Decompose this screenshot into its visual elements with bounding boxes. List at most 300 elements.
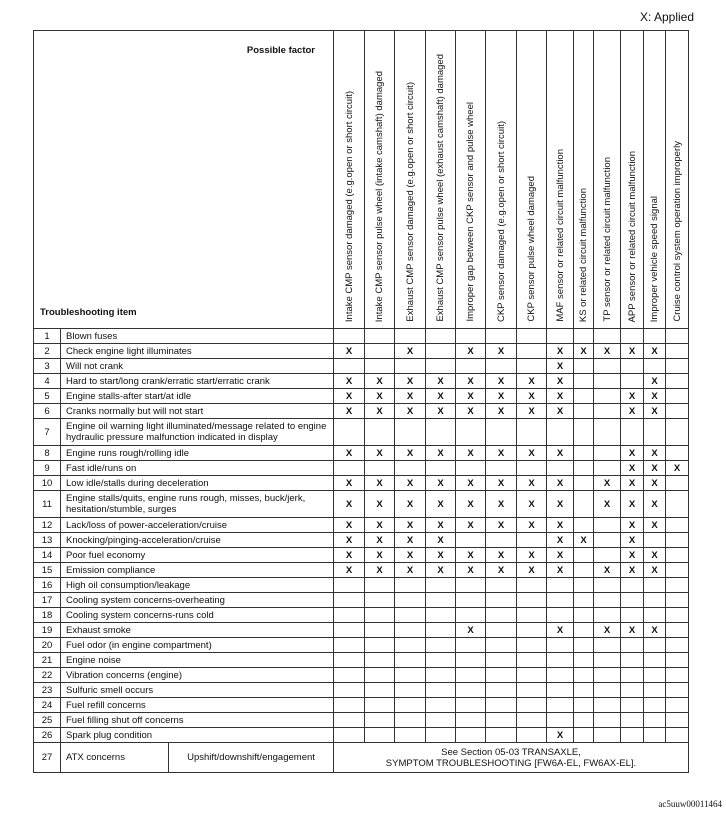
applied-mark: X — [345, 549, 353, 561]
mark-cell — [547, 653, 574, 668]
mark-cell — [334, 446, 365, 461]
factor-header — [621, 31, 644, 329]
row-number: 4 — [34, 374, 61, 389]
mark-cell — [574, 533, 594, 548]
applied-mark: X — [603, 624, 611, 636]
mark-cell — [426, 608, 456, 623]
mark-cell — [365, 404, 395, 419]
mark-cell — [666, 653, 689, 668]
applied-mark: X — [651, 498, 658, 510]
mark-cell — [621, 518, 644, 533]
applied-mark: X — [345, 564, 353, 576]
troubleshooting-item: Cooling system concerns-runs cold — [61, 608, 334, 623]
applied-mark: X — [406, 405, 414, 417]
mark-cell — [666, 728, 689, 743]
mark-cell — [621, 389, 644, 404]
applied-mark: X — [528, 498, 535, 510]
mark-cell — [456, 638, 486, 653]
mark-cell — [517, 668, 547, 683]
mark-cell — [644, 563, 666, 578]
mark-cell — [644, 713, 666, 728]
factor-header — [334, 31, 365, 329]
mark-cell — [666, 461, 689, 476]
mark-cell — [547, 728, 574, 743]
mark-cell — [365, 374, 395, 389]
mark-cell — [644, 476, 666, 491]
mark-cell — [486, 698, 517, 713]
troubleshooting-item: Low idle/stalls during deceleration — [61, 476, 334, 491]
troubleshooting-item: Fast idle/runs on — [61, 461, 334, 476]
mark-cell — [486, 359, 517, 374]
row-number: 10 — [34, 476, 61, 491]
applied-mark: X — [467, 498, 474, 510]
troubleshooting-item: Emission compliance — [61, 563, 334, 578]
row-number: 14 — [34, 548, 61, 563]
applied-mark: X — [651, 462, 658, 474]
mark-cell — [547, 461, 574, 476]
applied-mark: X — [651, 345, 658, 357]
applied-mark: X — [673, 462, 681, 474]
mark-cell — [594, 359, 621, 374]
troubleshooting-item: ATX concerns — [61, 743, 169, 773]
mark-cell — [395, 344, 426, 359]
applied-mark: X — [528, 549, 535, 561]
mark-cell — [456, 608, 486, 623]
mark-cell — [395, 533, 426, 548]
troubleshooting-item: Fuel refill concerns — [61, 698, 334, 713]
mark-cell — [395, 404, 426, 419]
table-row — [34, 329, 689, 344]
mark-cell — [621, 563, 644, 578]
mark-cell — [517, 461, 547, 476]
mark-cell — [426, 623, 456, 638]
mark-cell — [621, 713, 644, 728]
troubleshooting-item: Cranks normally but will not start — [61, 404, 334, 419]
mark-cell — [574, 563, 594, 578]
applied-mark: X — [556, 447, 564, 459]
applied-mark: X — [437, 534, 444, 546]
mark-cell — [574, 404, 594, 419]
factor-header — [547, 31, 574, 329]
mark-cell — [517, 491, 547, 518]
mark-cell — [426, 698, 456, 713]
mark-cell — [644, 461, 666, 476]
applied-mark: X — [345, 519, 353, 531]
mark-cell — [334, 389, 365, 404]
factor-label: Intake CMP sensor pulse wheel (intake camshaft) damaged — [374, 70, 385, 322]
mark-cell — [426, 683, 456, 698]
applied-mark: X — [376, 549, 383, 561]
applied-mark: X — [628, 345, 636, 357]
applied-mark: X — [467, 624, 474, 636]
mark-cell — [547, 683, 574, 698]
mark-cell — [594, 698, 621, 713]
mark-cell — [334, 728, 365, 743]
factor-header — [644, 31, 666, 329]
mark-cell — [594, 728, 621, 743]
applied-mark: X — [628, 534, 636, 546]
mark-cell — [365, 638, 395, 653]
mark-cell — [594, 563, 621, 578]
mark-cell — [334, 374, 365, 389]
mark-cell — [517, 446, 547, 461]
factor-label: Exhaust CMP sensor damaged (e.g.open or short circuit) — [404, 82, 416, 322]
mark-cell — [644, 419, 666, 446]
mark-cell — [594, 419, 621, 446]
mark-cell — [456, 668, 486, 683]
mark-cell — [395, 683, 426, 698]
mark-cell — [456, 698, 486, 713]
applied-mark: X — [556, 345, 564, 357]
row-number: 23 — [34, 683, 61, 698]
table-row — [34, 404, 689, 419]
mark-cell — [547, 359, 574, 374]
mark-cell — [395, 389, 426, 404]
mark-cell — [486, 374, 517, 389]
applied-mark: X — [376, 477, 383, 489]
applied-mark: X — [497, 519, 505, 531]
mark-cell — [365, 359, 395, 374]
table-row — [34, 344, 689, 359]
troubleshooting-subitem: Upshift/downshift/engagement — [169, 743, 334, 773]
mark-cell — [644, 533, 666, 548]
mark-cell — [666, 491, 689, 518]
mark-cell — [574, 446, 594, 461]
troubleshooting-item: Engine noise — [61, 653, 334, 668]
applied-mark: X — [406, 345, 414, 357]
mark-cell — [644, 518, 666, 533]
mark-cell — [365, 608, 395, 623]
factor-label: CKP sensor pulse wheel damaged — [526, 176, 537, 322]
applied-mark: X — [497, 477, 505, 489]
mark-cell — [574, 548, 594, 563]
mark-cell — [594, 491, 621, 518]
mark-cell — [666, 638, 689, 653]
mark-cell — [666, 668, 689, 683]
mark-cell — [426, 491, 456, 518]
applied-mark: X — [580, 345, 587, 357]
mark-cell — [517, 419, 547, 446]
mark-cell — [594, 533, 621, 548]
mark-cell — [644, 344, 666, 359]
mark-cell — [395, 623, 426, 638]
mark-cell — [517, 548, 547, 563]
mark-cell — [486, 548, 517, 563]
mark-cell — [547, 548, 574, 563]
applied-mark: X — [437, 447, 444, 459]
mark-cell — [456, 359, 486, 374]
troubleshooting-item: Blown fuses — [61, 329, 334, 344]
factor-header — [486, 31, 517, 329]
mark-cell — [365, 668, 395, 683]
mark-cell — [486, 344, 517, 359]
mark-cell — [644, 578, 666, 593]
row-number: 24 — [34, 698, 61, 713]
mark-cell — [594, 446, 621, 461]
mark-cell — [365, 578, 395, 593]
mark-cell — [594, 548, 621, 563]
row-number: 1 — [34, 329, 61, 344]
mark-cell — [517, 593, 547, 608]
mark-cell — [621, 623, 644, 638]
applied-mark: X — [437, 375, 444, 387]
mark-cell — [517, 578, 547, 593]
mark-cell — [456, 563, 486, 578]
troubleshooting-item: Fuel odor (in engine compartment) — [61, 638, 334, 653]
mark-cell — [547, 446, 574, 461]
mark-cell — [365, 713, 395, 728]
applied-mark: X — [376, 405, 383, 417]
applied-mark: X — [345, 477, 353, 489]
mark-cell — [574, 518, 594, 533]
table-row — [34, 359, 689, 374]
mark-cell — [334, 713, 365, 728]
mark-cell — [395, 359, 426, 374]
mark-cell — [395, 419, 426, 446]
applied-mark: X — [651, 405, 658, 417]
mark-cell — [395, 476, 426, 491]
table-row — [34, 713, 689, 728]
mark-cell — [486, 578, 517, 593]
mark-cell — [456, 476, 486, 491]
row-number: 2 — [34, 344, 61, 359]
applied-mark: X — [497, 375, 505, 387]
mark-cell — [395, 668, 426, 683]
mark-cell — [621, 419, 644, 446]
factor-label: Improper gap between CKP sensor and pulse wheel — [465, 102, 476, 322]
mark-cell — [547, 344, 574, 359]
mark-cell — [621, 344, 644, 359]
factor-header — [666, 31, 689, 329]
applied-mark: X — [497, 447, 505, 459]
mark-cell — [334, 608, 365, 623]
mark-cell — [365, 491, 395, 518]
mark-cell — [666, 374, 689, 389]
mark-cell — [456, 404, 486, 419]
applied-mark: X — [528, 447, 535, 459]
applied-mark: X — [556, 390, 564, 402]
row-number: 3 — [34, 359, 61, 374]
mark-cell — [594, 683, 621, 698]
mark-cell — [426, 359, 456, 374]
applied-mark: X — [556, 624, 564, 636]
mark-cell — [426, 638, 456, 653]
applied-mark: X — [497, 564, 505, 576]
factor-label: MAF sensor or related circuit malfunction — [554, 149, 566, 322]
factor-label: KS or related circuit malfunction — [578, 187, 589, 322]
mark-cell — [365, 476, 395, 491]
mark-cell — [486, 563, 517, 578]
applied-mark: X — [406, 447, 414, 459]
mark-cell — [644, 593, 666, 608]
applied-mark: X — [406, 390, 414, 402]
mark-cell — [644, 404, 666, 419]
applied-mark: X — [467, 477, 474, 489]
row-number: 5 — [34, 389, 61, 404]
factor-header — [395, 31, 426, 329]
row-number: 6 — [34, 404, 61, 419]
table-row — [34, 638, 689, 653]
applied-mark: X — [406, 375, 414, 387]
table-row — [34, 518, 689, 533]
mark-cell — [334, 638, 365, 653]
row-number: 25 — [34, 713, 61, 728]
applied-mark: X — [651, 549, 658, 561]
mark-cell — [547, 713, 574, 728]
applied-mark: X — [437, 405, 444, 417]
mark-cell — [547, 329, 574, 344]
troubleshooting-item-label: Troubleshooting item — [40, 307, 137, 318]
mark-cell — [486, 389, 517, 404]
mark-cell — [547, 374, 574, 389]
table-row — [34, 374, 689, 389]
table-row — [34, 683, 689, 698]
row-number: 21 — [34, 653, 61, 668]
mark-cell — [334, 548, 365, 563]
row-number: 17 — [34, 593, 61, 608]
mark-cell — [426, 446, 456, 461]
table-row — [34, 698, 689, 713]
mark-cell — [666, 344, 689, 359]
mark-cell — [456, 446, 486, 461]
table-row — [34, 623, 689, 638]
mark-cell — [486, 728, 517, 743]
mark-cell — [334, 578, 365, 593]
mark-cell — [547, 518, 574, 533]
mark-cell — [517, 518, 547, 533]
table-row — [34, 728, 689, 743]
mark-cell — [517, 623, 547, 638]
troubleshooting-item: Lack/loss of power-acceleration/cruise — [61, 518, 334, 533]
mark-cell — [594, 518, 621, 533]
troubleshooting-item: Hard to start/long crank/erratic start/erratic crank — [61, 374, 334, 389]
applied-mark: X — [376, 447, 383, 459]
mark-cell — [365, 419, 395, 446]
see-section-note — [334, 743, 689, 773]
mark-cell — [395, 638, 426, 653]
troubleshooting-item: Engine stalls-after start/at idle — [61, 389, 334, 404]
applied-mark: X — [556, 564, 564, 576]
mark-cell — [365, 653, 395, 668]
table-row — [34, 608, 689, 623]
mark-cell — [644, 698, 666, 713]
mark-cell — [574, 608, 594, 623]
figure-id: ac5uuw00011464 — [658, 799, 722, 809]
mark-cell — [594, 593, 621, 608]
table-row — [34, 446, 689, 461]
header-row — [34, 31, 689, 329]
factor-label: Improper vehicle speed signal — [649, 195, 660, 322]
mark-cell — [547, 563, 574, 578]
mark-cell — [426, 563, 456, 578]
factor-header — [426, 31, 456, 329]
applied-mark: X — [467, 375, 474, 387]
row-number: 13 — [34, 533, 61, 548]
mark-cell — [547, 404, 574, 419]
mark-cell — [395, 491, 426, 518]
mark-cell — [517, 404, 547, 419]
table-row — [34, 389, 689, 404]
row-number: 19 — [34, 623, 61, 638]
table-row — [34, 653, 689, 668]
table-row — [34, 476, 689, 491]
applied-mark: X — [651, 375, 658, 387]
mark-cell — [365, 389, 395, 404]
mark-cell — [334, 563, 365, 578]
applied-mark: X — [437, 519, 444, 531]
table-row — [34, 461, 689, 476]
applied-mark: X — [556, 519, 564, 531]
mark-cell — [486, 668, 517, 683]
mark-cell — [666, 713, 689, 728]
mark-cell — [517, 713, 547, 728]
troubleshooting-item: Exhaust smoke — [61, 623, 334, 638]
mark-cell — [666, 563, 689, 578]
mark-cell — [574, 461, 594, 476]
applied-mark: X — [406, 564, 414, 576]
mark-cell — [395, 548, 426, 563]
mark-cell — [644, 668, 666, 683]
applied-mark: X — [376, 375, 383, 387]
applied-mark: X — [497, 405, 505, 417]
mark-cell — [666, 578, 689, 593]
mark-cell — [395, 446, 426, 461]
mark-cell — [456, 623, 486, 638]
mark-cell — [594, 653, 621, 668]
mark-cell — [365, 563, 395, 578]
applied-mark: X — [497, 390, 505, 402]
mark-cell — [426, 548, 456, 563]
mark-cell — [574, 683, 594, 698]
mark-cell — [365, 623, 395, 638]
mark-cell — [486, 404, 517, 419]
note-line-2: SYMPTOM TROUBLESHOOTING [FW6A-EL, FW6AX-EL]. — [385, 757, 637, 769]
mark-cell — [365, 698, 395, 713]
mark-cell — [456, 491, 486, 518]
mark-cell — [574, 713, 594, 728]
mark-cell — [621, 491, 644, 518]
applied-mark: X — [406, 519, 414, 531]
mark-cell — [365, 593, 395, 608]
table-row — [34, 533, 689, 548]
mark-cell — [456, 533, 486, 548]
mark-cell — [574, 476, 594, 491]
mark-cell — [621, 653, 644, 668]
mark-cell — [365, 683, 395, 698]
mark-cell — [666, 548, 689, 563]
mark-cell — [621, 668, 644, 683]
row-number: 12 — [34, 518, 61, 533]
applied-mark: X — [467, 549, 474, 561]
mark-cell — [334, 653, 365, 668]
troubleshooting-item: High oil consumption/leakage — [61, 578, 334, 593]
mark-cell — [456, 593, 486, 608]
mark-cell — [574, 344, 594, 359]
mark-cell — [456, 578, 486, 593]
mark-cell — [547, 533, 574, 548]
troubleshooting-item: Cooling system concerns-overheating — [61, 593, 334, 608]
mark-cell — [426, 374, 456, 389]
applied-mark: X — [556, 375, 564, 387]
mark-cell — [395, 608, 426, 623]
applied-mark: X — [345, 375, 353, 387]
mark-cell — [666, 359, 689, 374]
table-row — [34, 491, 689, 518]
applied-mark: X — [528, 477, 535, 489]
mark-cell — [456, 419, 486, 446]
mark-cell — [334, 344, 365, 359]
applied-mark: X — [345, 345, 353, 357]
